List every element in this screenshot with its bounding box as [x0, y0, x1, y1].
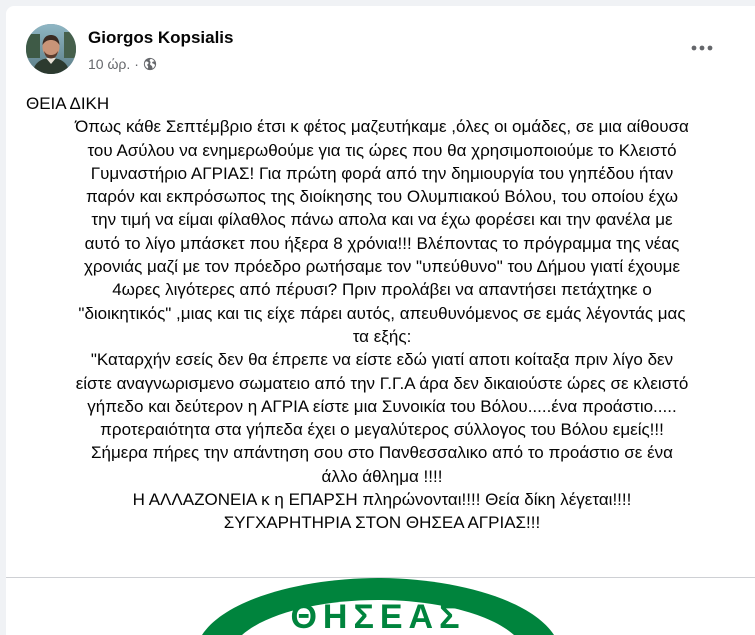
post-message	[26, 92, 738, 535]
post-header	[6, 6, 755, 84]
post-text-line: ΣΥΓΧΑΡΗΤΗΡΙΑ ΣΤΟΝ ΘΗΣΕΑ ΑΓΡΙΑΣ!!!	[223, 513, 541, 533]
author-avatar[interactable]	[26, 24, 76, 74]
post-text-line: 4ωρες λιγότερες από πέρυσι? Πριν προλάβει να απαντήσει πετάχτηκε ο	[112, 280, 652, 300]
post-text-line: "διοικητικός" ,μιας και τις είχε πάρει αυτός, απευθυνόμενος σε εμάς λέγοντάς μας	[78, 303, 686, 323]
post-text-line: ΘΕΙΑ ΔΙΚΗ	[26, 94, 110, 113]
post-options-button[interactable]	[682, 30, 722, 66]
post-timestamp[interactable]: 10 ώρ.	[88, 56, 131, 72]
post-text-line: του Ασύλου να ενημερωθούμε για τις ώρες που θα χρησιμοποιούμε το Κλειστό	[87, 140, 677, 160]
meta-separator: ·	[134, 56, 139, 72]
author-name-link[interactable]: Giorgos Kopsialis	[88, 28, 234, 47]
post-text-line: "Καταρχήν εσείς δεν θα έπρεπε να είστε εδώ γιατί αποτι κοίταξα πριν λίγο δεν	[90, 350, 674, 370]
post-image[interactable]	[6, 578, 755, 635]
avatar-photo	[26, 24, 76, 74]
post-text-line: Όπως κάθε Σεπτέμβριο έτσι κ φέτος μαζευτήκαμε ,όλες οι ομάδες, σε μια αίθουσα	[75, 117, 689, 137]
post-text-line: γήπεδο και δεύτερον η ΑΓΡΙΑ είστε μια Συνοικία του Βόλου.....ένα προάστιο.....	[87, 396, 677, 416]
globe-icon[interactable]	[143, 57, 157, 71]
post-text-line: Γυμναστήριο ΑΓΡΙΑΣ! Για πρώτη φορά από την δημιουργία του γηπέδου ήταν	[90, 163, 674, 183]
post-text-line: χρονιάς μαζί με τον πρόεδρο ρωτήσαμε τον "υπεύθυνο" του Δήμου γιατί έχουμε	[83, 257, 681, 277]
post-text-line: Η ΑΛΛΑΖΟΝΕΙΑ κ η ΕΠΑΡΣΗ πληρώνονται!!!! Θεία δίκη λέγεται!!!!	[132, 490, 632, 510]
post-text-line: είστε αναγνωρισμενο σωματειο από την Γ.Γ.Α άρα δεν δικαιούστε ώρες σε κλειστό	[75, 373, 689, 393]
post-meta	[88, 55, 157, 73]
post-text-line: τα εξής:	[352, 326, 412, 346]
logo-text: ΘΗΣΕΑΣ	[290, 598, 466, 635]
post-text-line: την τιμή να είμαι φίλαθλος πάνω απολα και να έχω φορέσει και την φανέλα με	[91, 210, 673, 230]
post-text-line: Σήμερα πήρες την απάντηση σου στο Πανθεσσαλικο από το προάστιο σε ένα	[90, 443, 674, 463]
post-text-line: προτεραιότητα στα γήπεδα έχει ο μεγαλύτερος σύλλογος του Βόλου εμείς!!!	[100, 420, 664, 440]
more-horizontal-icon	[691, 45, 713, 51]
post-text-line: άλλο άθλημα !!!!	[321, 466, 443, 486]
post-text-line: παρόν και εκπρόσωπος της διοίκησης του Ολυμπιακού Βόλου, του οποίου έχω	[85, 187, 679, 207]
post-text-line: αυτό το λίγο μπάσκετ που ήξερα 8 χρόνια!!! Βλέποντας το πρόγραμμα της νέας	[84, 233, 680, 253]
post-card	[6, 6, 755, 635]
thiseas-logo-image	[6, 578, 755, 635]
